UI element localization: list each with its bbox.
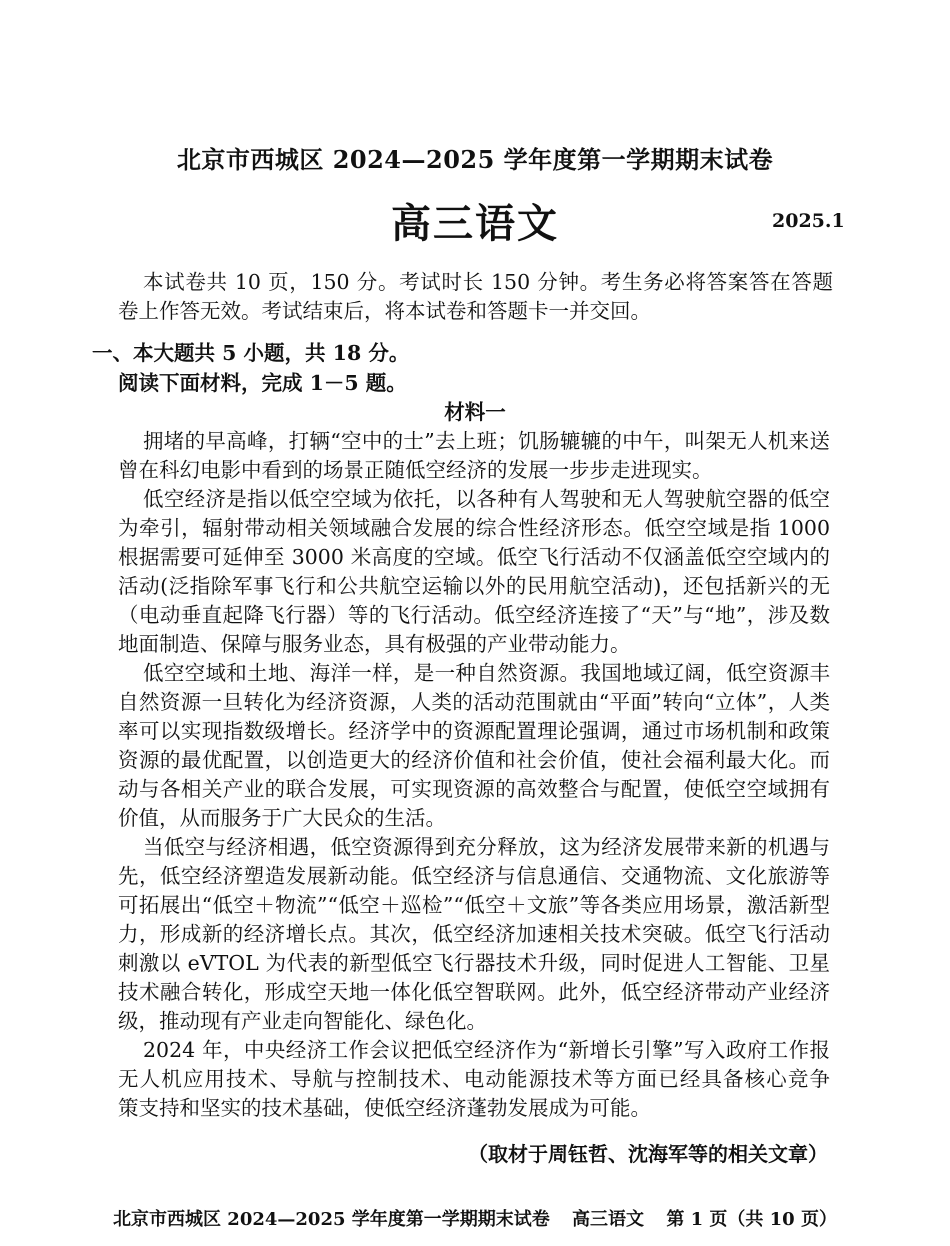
footer-subject: 高三语文 (572, 1209, 645, 1230)
footer-exam: 北京市西城区 2024—2025 学年度第一学期期末试卷 (113, 1209, 550, 1230)
subject-title: 高三语文 (391, 200, 559, 247)
source-citation: （取材于周钰哲、沈海军等的相关文章） (468, 1142, 828, 1166)
paragraph-line: 低空经济是指以低空空域为依托，以各种有人驾驶和无人驾驶航空器的低空 (143, 487, 830, 511)
paragraph-line: 低空空域和土地、海洋一样，是一种自然资源。我国地域辽阔，低空资源丰 (143, 661, 830, 685)
footer-page-number: 第 1 页（共 10 页） (666, 1209, 837, 1230)
exam-title: 北京市西城区 2024—2025 学年度第一学期期末试卷 (176, 145, 774, 174)
paragraph-line: 刺激以 eVTOL 为代表的新型低空飞行器技术升级，同时促进人工智能、卫星 (118, 951, 830, 975)
paragraph (118, 485, 830, 659)
page-footer (0, 1205, 950, 1231)
paragraph-line: 资源的最优配置，以创造更大的经济价值和社会价值，使社会福利最大化。而 (118, 748, 830, 772)
paragraph-line: 无人机应用技术、导航与控制技术、电动能源技术等方面已经具备核心竞争 (118, 1067, 830, 1091)
paragraph-line: 力，形成新的经济增长点。其次，低空经济加速相关技术突破。低空飞行活动 (118, 922, 830, 946)
paragraph (118, 1036, 830, 1123)
intro-line: 本试卷共 10 页，150 分。考试时长 150 分钟。考生务必将答案答在答题 (143, 270, 833, 294)
paragraph-line: 当低空与经济相遇，低空资源得到充分释放，这为经济发展带来新的机遇与 (143, 835, 830, 859)
paragraph (118, 833, 830, 1036)
paragraph-line: 拥堵的早高峰，打辆“空中的士”去上班；饥肠辘辘的中午，叫架无人机来送 (143, 429, 830, 453)
paragraph-line: 为牵引，辐射带动相关领域融合发展的综合性经济形态。低空空域是指 1000 (118, 516, 830, 540)
paragraph-line: 动与各相关产业的联合发展，可实现资源的高效整合与配置，使低空空域拥有 (118, 777, 830, 801)
exam-date: 2025.1 (772, 210, 845, 232)
paragraph-line: 地面制造、保障与服务业态，具有极强的产业带动能力。 (118, 632, 631, 656)
paragraph-line: 率可以实现指数级增长。经济学中的资源配置理论强调，通过市场机制和政策 (118, 719, 830, 743)
paragraph-line: 曾在科幻电影中看到的场景正随低空经济的发展一步步走进现实。 (118, 458, 713, 482)
paragraph-line: 价值，从而服务于广大民众的生活。 (118, 806, 446, 830)
paragraph-line: 技术融合转化，形成空天地一体化低空智联网。此外，低空经济带动产业经济 (118, 980, 830, 1004)
material-title: 材料一 (444, 400, 506, 424)
section-instruction: 阅读下面材料，完成 1－5 题。 (118, 371, 407, 395)
paragraph (118, 427, 830, 485)
material-body (118, 427, 830, 1123)
paragraph-line: 活动(泛指除军事飞行和公共航空运输以外的民用航空活动)，还包括新兴的无 (118, 574, 830, 598)
paragraph-line: 级，推动现有产业走向智能化、绿色化。 (118, 1009, 487, 1033)
paragraph-line: 2024 年，中央经济工作会议把低空经济作为“新增长引擎”写入政府工作报 (143, 1038, 830, 1062)
paragraph-line: 策支持和坚实的技术基础，使低空经济蓬勃发展成为可能。 (118, 1096, 651, 1120)
paragraph-line: 可拓展出“低空＋物流”“低空＋巡检”“低空＋文旅”等各类应用场景，激活新型 (118, 893, 830, 917)
intro-line: 卷上作答无效。考试结束后，将本试卷和答题卡一并交回。 (118, 299, 651, 323)
paragraph (118, 659, 830, 833)
paragraph-line: 先，低空经济塑造发展新动能。低空经济与信息通信、交通物流、文化旅游等 (118, 864, 830, 888)
section-heading: 一、本大题共 5 小题，共 18 分。 (92, 341, 410, 365)
paragraph-line: （电动垂直起降飞行器）等的飞行活动。低空经济连接了“天”与“地”，涉及数 (118, 603, 830, 627)
paragraph-line: 自然资源一旦转化为经济资源，人类的活动范围就由“平面”转向“立体”，人类 (118, 690, 830, 714)
paragraph-line: 根据需要可延伸至 3000 米高度的空域。低空飞行活动不仅涵盖低空空域内的 (118, 545, 830, 569)
exam-instructions (118, 268, 833, 326)
